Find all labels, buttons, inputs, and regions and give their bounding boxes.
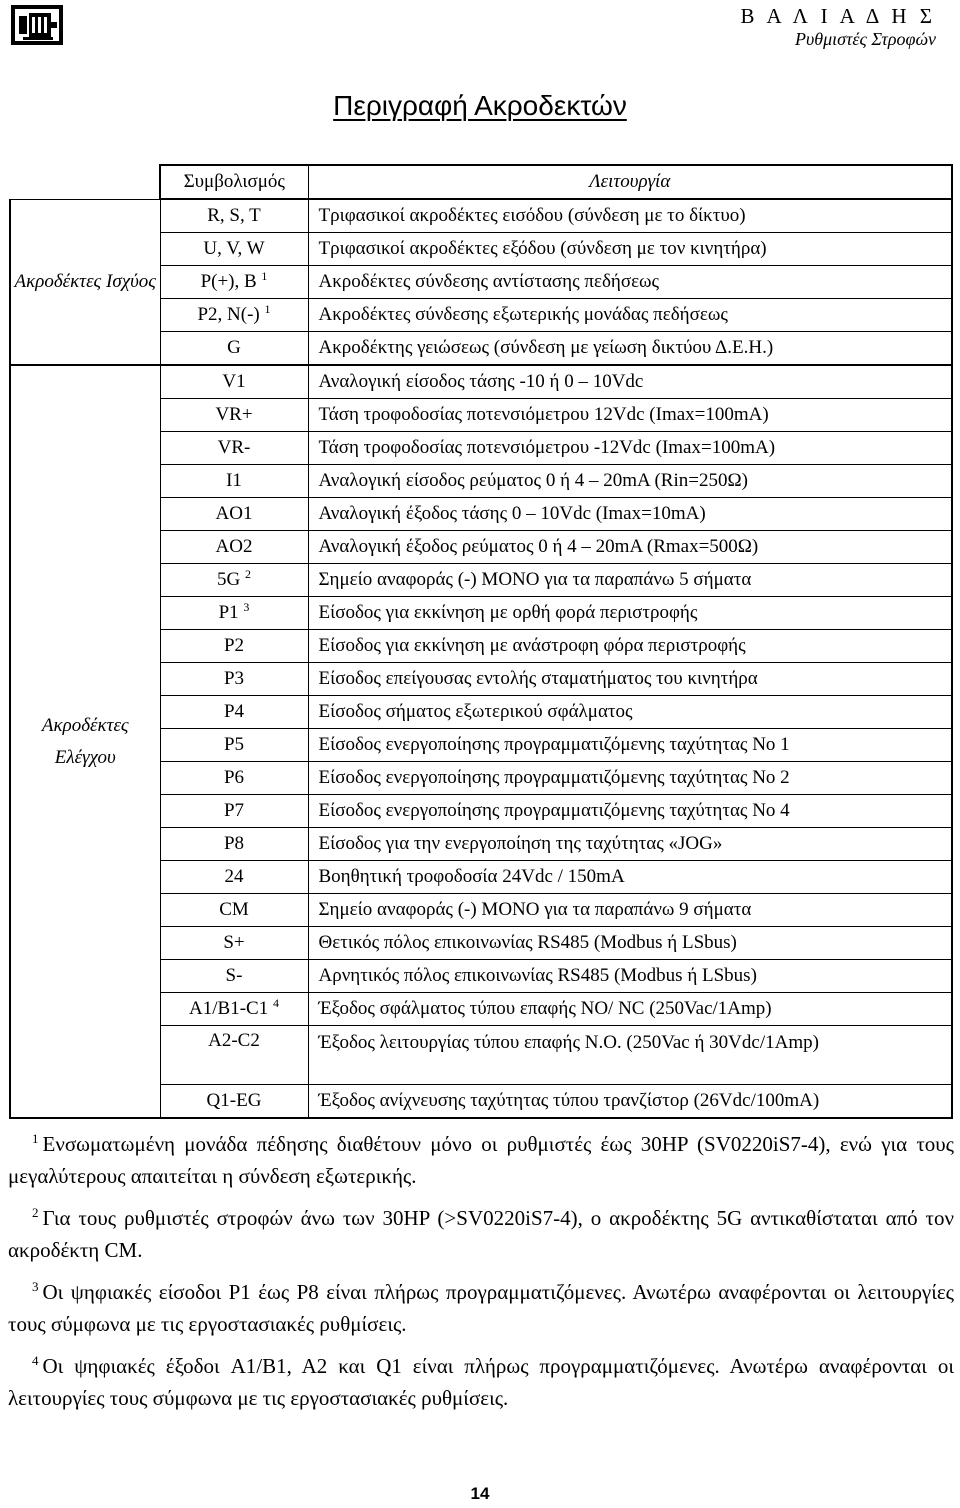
terminal-symbol-text: P3 (223, 668, 245, 689)
terminal-symbol (160, 432, 308, 465)
terminal-symbol (160, 861, 308, 894)
terminal-symbol (160, 696, 308, 729)
terminal-symbol (160, 960, 308, 993)
terminal-function: Είσοδος για την ενεργοποίηση της ταχύτητας «JOG» (308, 828, 952, 861)
footnote-text: Για τους ρυθμιστές στροφών άνω των 30HP (>SV0220iS7-4), ο ακροδέκτης 5G αντικαθίσταται από τον ακροδέκτη CM. (8, 1206, 954, 1262)
terminal-symbol (160, 1085, 308, 1119)
terminal-symbol (160, 663, 308, 696)
terminal-symbol-text: P(+), B (200, 271, 257, 292)
table-row (10, 365, 952, 399)
terminal-function: Είσοδος ενεργοποίησης προγραμματιζόμενης ταχύτητας No 2 (308, 762, 952, 795)
terminal-symbol-text: V1 (222, 371, 246, 392)
terminal-function: Αναλογική έξοδος τάσης 0 – 10Vdc (Imax=10mA) (308, 498, 952, 531)
terminal-symbol (160, 597, 308, 630)
terminal-function: Τριφασικοί ακροδέκτες εισόδου (σύνδεση με το δίκτυο) (308, 199, 952, 233)
footnote-ref: 2 (244, 567, 251, 581)
terminals-table (9, 164, 953, 1119)
terminal-symbol-text: S- (225, 965, 243, 986)
terminal-function: Είσοδος για εκκίνηση με ορθή φορά περιστροφής (308, 597, 952, 630)
terminal-function: Ακροδέκτες σύνδεσης εξωτερικής μονάδας πεδήσεως (308, 299, 952, 332)
terminal-symbol (160, 399, 308, 432)
terminal-symbol (160, 498, 308, 531)
terminal-symbol (160, 894, 308, 927)
terminal-function: Έξοδος ανίχνευσης ταχύτητας τύπου τρανζίστορ (26Vdc/100mA) (308, 1085, 952, 1119)
table-row (10, 199, 952, 233)
terminal-function: Τάση τροφοδοσίας ποτενσιόμετρου -12Vdc (Imax=100mA) (308, 432, 952, 465)
brand-header (740, 4, 936, 50)
terminal-function: Σημείο αναφοράς (-) ΜΟΝΟ για τα παραπάνω 9 σήματα (308, 894, 952, 927)
terminal-function: Έξοδος σφάλματος τύπου επαφής NO/ NC (250Vac/1Amp) (308, 993, 952, 1026)
terminal-symbol-text: VR+ (215, 404, 253, 425)
footnote (8, 1276, 954, 1340)
terminal-symbol-text: I1 (226, 470, 242, 491)
footnote (8, 1128, 954, 1192)
brand-name: Β Α Λ Ι Α Δ Η Σ (740, 4, 936, 28)
terminal-symbol (160, 762, 308, 795)
footnote-ref: 1 (264, 302, 271, 316)
terminal-symbol-text: P2, N(-) (197, 304, 260, 325)
power-group-label: Ακροδέκτες Ισχύος (10, 199, 160, 365)
table-header-row (10, 165, 952, 199)
terminal-symbol-text: P5 (223, 734, 245, 755)
terminal-function: Τριφασικοί ακροδέκτες εξόδου (σύνδεση με τον κινητήρα) (308, 233, 952, 266)
terminal-function: Βοηθητική τροφοδοσία 24Vdc / 150mA (308, 861, 952, 894)
terminal-function: Αναλογική έξοδος ρεύματος 0 ή 4 – 20mA (Rmax=500Ω) (308, 531, 952, 564)
terminal-symbol-text: 5G (217, 569, 241, 590)
footnote-number: 3 (32, 1279, 39, 1294)
terminal-function: Είσοδος ενεργοποίησης προγραμματιζόμενης ταχύτητας No 1 (308, 729, 952, 762)
terminal-symbol (160, 199, 308, 233)
footnote (8, 1350, 954, 1414)
terminal-symbol (160, 266, 308, 299)
terminal-function: Είσοδος ενεργοποίησης προγραμματιζόμενης ταχύτητας No 4 (308, 795, 952, 828)
terminal-symbol (160, 927, 308, 960)
terminal-function: Αναλογική είσοδος τάσης -10 ή 0 – 10Vdc (308, 365, 952, 399)
terminal-function: Αρνητικός πόλος επικοινωνίας RS485 (Modbus ή LSbus) (308, 960, 952, 993)
header-spacer (10, 165, 160, 199)
footnote-ref: 3 (243, 600, 250, 614)
terminal-symbol-text: A1/B1-C1 (189, 998, 269, 1019)
terminal-symbol (160, 531, 308, 564)
terminal-symbol-text: R, S, T (207, 205, 261, 226)
terminal-function: Θετικός πόλος επικοινωνίας RS485 (Modbus ή LSbus) (308, 927, 952, 960)
terminal-symbol-text: VR- (217, 437, 251, 458)
footnotes (8, 1128, 954, 1424)
footnote-ref: 4 (272, 996, 279, 1010)
terminal-symbol-text: P1 (218, 602, 239, 623)
terminal-symbol-text: P6 (223, 767, 245, 788)
terminal-symbol (160, 729, 308, 762)
header-function: Λειτουργία (308, 165, 952, 199)
page-title: Περιγραφή Ακροδεκτών (333, 90, 627, 121)
footnote-ref: 1 (261, 269, 268, 283)
footnote-number: 2 (32, 1205, 39, 1220)
terminal-symbol-text: U, V, W (203, 238, 265, 259)
terminal-symbol-text: P7 (223, 800, 245, 821)
header-symbol: Συμβολισμός (160, 165, 308, 199)
terminal-symbol-text: CM (219, 899, 249, 920)
motor-logo-icon (10, 4, 64, 46)
terminal-symbol-text: P8 (223, 833, 245, 854)
terminal-function: Είσοδος για εκκίνηση με ανάστροφη φόρα περιστροφής (308, 630, 952, 663)
terminal-symbol-text: A2-C2 (208, 1030, 260, 1051)
terminal-symbol (160, 332, 308, 366)
terminal-symbol (160, 828, 308, 861)
terminal-symbol (160, 993, 308, 1026)
terminal-function: Είσοδος επείγουσας εντολής σταματήματος του κινητήρα (308, 663, 952, 696)
brand-subtitle: Ρυθμιστές Στροφών (794, 29, 936, 49)
terminal-symbol (160, 465, 308, 498)
terminal-symbol-text: AO2 (215, 536, 253, 557)
terminal-symbol-text: S+ (223, 932, 245, 953)
terminal-symbol (160, 795, 308, 828)
terminal-symbol-text: AO1 (215, 503, 253, 524)
footnote-number: 4 (32, 1353, 39, 1368)
terminal-function: Είσοδος σήματος εξωτερικού σφάλματος (308, 696, 952, 729)
footnote-text: Οι ψηφιακές έξοδοι A1/B1, A2 και Q1 είναι πλήρως προγραμματιζόμενες. Ανωτέρω αναφέρονται οι λειτουργίες τους σύμφωνα με τις εργοστασιακές ρυθμίσεις. (8, 1354, 954, 1410)
terminal-symbol (160, 233, 308, 266)
footnote-text: Οι ψηφιακές είσοδοι P1 έως P8 είναι πλήρως προγραμματιζόμενες. Ανωτέρω αναφέρονται οι λειτουργίες τους σύμφωνα με τις εργοστασιακές ρυθμίσεις. (8, 1280, 954, 1336)
terminal-symbol-text: G (227, 337, 241, 358)
terminal-symbol-text: 24 (224, 866, 244, 887)
terminal-function: Αναλογική είσοδος ρεύματος 0 ή 4 – 20mA (Rin=250Ω) (308, 465, 952, 498)
terminal-symbol-text: Q1-EG (206, 1090, 262, 1111)
terminal-symbol-text: P4 (223, 701, 245, 722)
terminal-symbol (160, 630, 308, 663)
footnote-number: 1 (32, 1131, 39, 1146)
page-number: 14 (470, 1484, 490, 1503)
terminal-symbol (160, 299, 308, 332)
terminal-symbol (160, 365, 308, 399)
terminal-function: Ακροδέκτες σύνδεσης αντίστασης πεδήσεως (308, 266, 952, 299)
control-group-label: Ακροδέκτες Ελέγχου (10, 365, 160, 1118)
terminal-symbol (160, 1026, 308, 1085)
terminal-symbol-text: P2 (223, 635, 245, 656)
footnote-text: Ενσωματωμένη μονάδα πέδησης διαθέτουν μόνο οι ρυθμιστές έως 30HP (SV0220iS7-4), ενώ για τους μεγαλύτερους απαιτείται η σύνδεση εξωτερικής. (8, 1132, 954, 1188)
terminal-function: Σημείο αναφοράς (-) ΜΟΝΟ για τα παραπάνω 5 σήματα (308, 564, 952, 597)
terminal-symbol (160, 564, 308, 597)
terminal-function: Ακροδέκτης γειώσεως (σύνδεση με γείωση δικτύου Δ.Ε.Η.) (308, 332, 952, 366)
terminal-function: Έξοδος λειτουργίας τύπου επαφής Ν.Ο. (250Vac ή 30Vdc/1Amp) (308, 1026, 952, 1085)
terminal-function: Τάση τροφοδοσίας ποτενσιόμετρου 12Vdc (Imax=100mA) (308, 399, 952, 432)
footnote (8, 1202, 954, 1266)
